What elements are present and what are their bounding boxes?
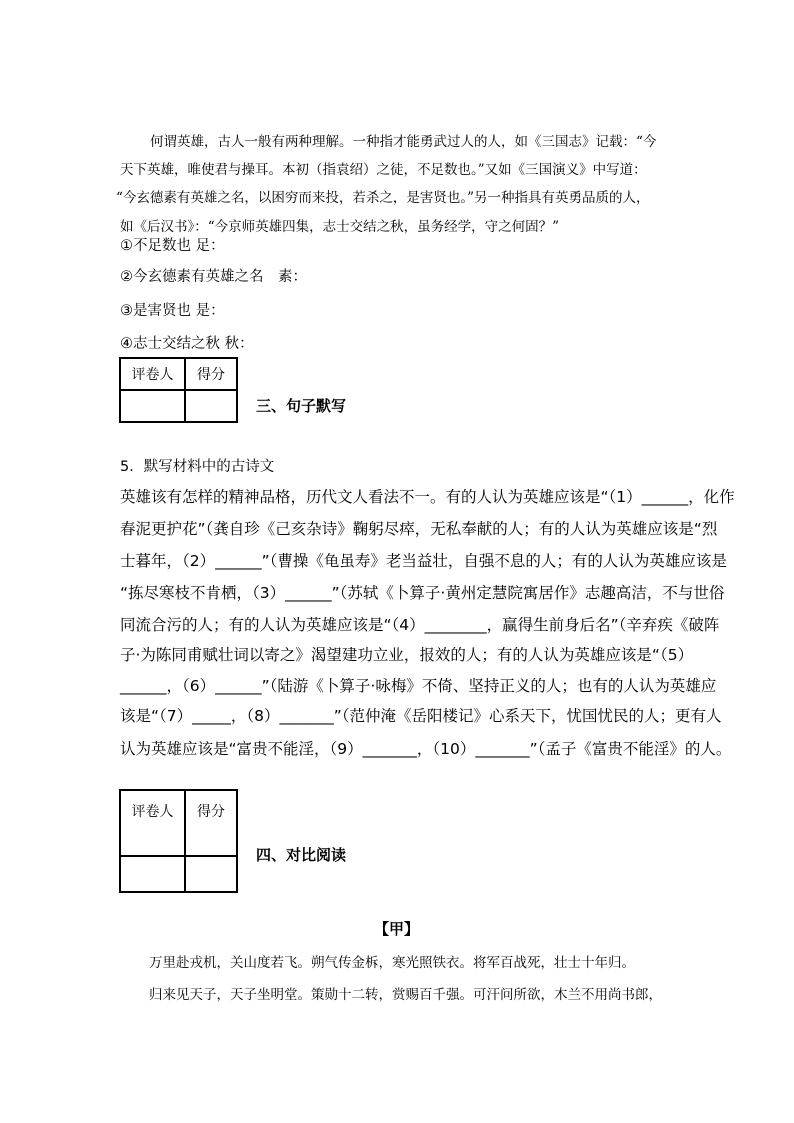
question-line: 春泥更护花”（龚自珍《己亥杂诗》鞠躬尽瘁，无私奉献的人；有的人认为英雄应该是“烈 (120, 520, 718, 538)
question-line: ______，（6）______”（陆游《卜算子·咏梅》不倚、坚持正义的人；也有的人认为英雄应 (120, 677, 717, 695)
question-line: 该是“（7）_____，（8）_______”（范仲淹《岳阳楼记》心系天下，忧国忧民的人；更有人 (120, 707, 722, 725)
passage-line: 如《后汉书》：“今京师英雄四集，志士交结之秋，虽务经学，守之何固？” (120, 219, 560, 235)
passage-line: 天下英雄，唯使君与操耳。本初（指袁绍）之徒，不足数也。”又如《三国演义》中写道： (120, 162, 647, 178)
question-line: 英雄该有怎样的精神品格，历代文人看法不一。有的人认为英雄应该是“（1）______，化作 (120, 488, 735, 506)
score-cell (185, 390, 237, 422)
question-line: 子·为陈同甫赋壮词以寄之》渴望建功立业，报效的人；有的人认为英雄应该是“（5） (120, 646, 694, 664)
passage-line: “今玄德素有英雄之名，以困穷而来投，若杀之，是害贤也。”另一种指具有英勇品质的人， (116, 190, 650, 206)
reading-line: 归来见天子，天子坐明堂。策勋十二转，赏赐百千强。可汗问所欲，木兰不用尚书郎， (149, 987, 662, 1003)
vocab-item: ②今玄德素有英雄之名 素： (120, 269, 307, 285)
reading-label: 【甲】 (374, 920, 420, 938)
grader-cell (120, 390, 185, 422)
vocab-item: ③是害贤也 是： (120, 303, 225, 319)
grade-box (119, 789, 238, 893)
grader-header: 评卷人 (120, 790, 185, 856)
section-title: 四、对比阅读 (256, 846, 347, 864)
vocab-item: ④志士交结之秋 秋： (120, 336, 254, 352)
score-header: 得分 (185, 358, 237, 390)
section-title: 三、句子默写 (256, 397, 347, 415)
question-title: 5．默写材料中的古诗文 (120, 459, 275, 475)
question-line: 士暮年，（2）______”（曹操《龟虽寿》老当益壮，自强不息的人；有的人认为英雄应该是 (120, 552, 727, 570)
vocab-item: ①不足数也 足： (120, 238, 225, 254)
passage-line: 何谓英雄，古人一般有两种理解。一种指才能勇武过人的人，如《三国志》记载：“今 (150, 134, 657, 150)
question-line: 认为英雄应该是“富贵不能淫，（9）_______，（10）_______”（孟子《富贵不能淫》的人。 (120, 740, 732, 758)
grade-box (119, 357, 238, 423)
grader-header: 评卷人 (120, 358, 185, 390)
question-line: 同流合污的人；有的人认为英雄应该是“（4）________，赢得生前身后名”（辛弃疾《破阵 (120, 616, 720, 634)
question-line: “拣尽寒枝不肯栖，（3）______”（苏轼《卜算子·黄州定慧院寓居作》志趣高洁，不与世俗 (120, 584, 725, 602)
score-cell (185, 856, 237, 892)
score-header: 得分 (185, 790, 237, 856)
reading-line: 万里赴戎机，关山度若飞。朔气传金柝，寒光照铁衣。将军百战死，壮士十年归。 (149, 955, 635, 971)
grader-cell (120, 856, 185, 892)
